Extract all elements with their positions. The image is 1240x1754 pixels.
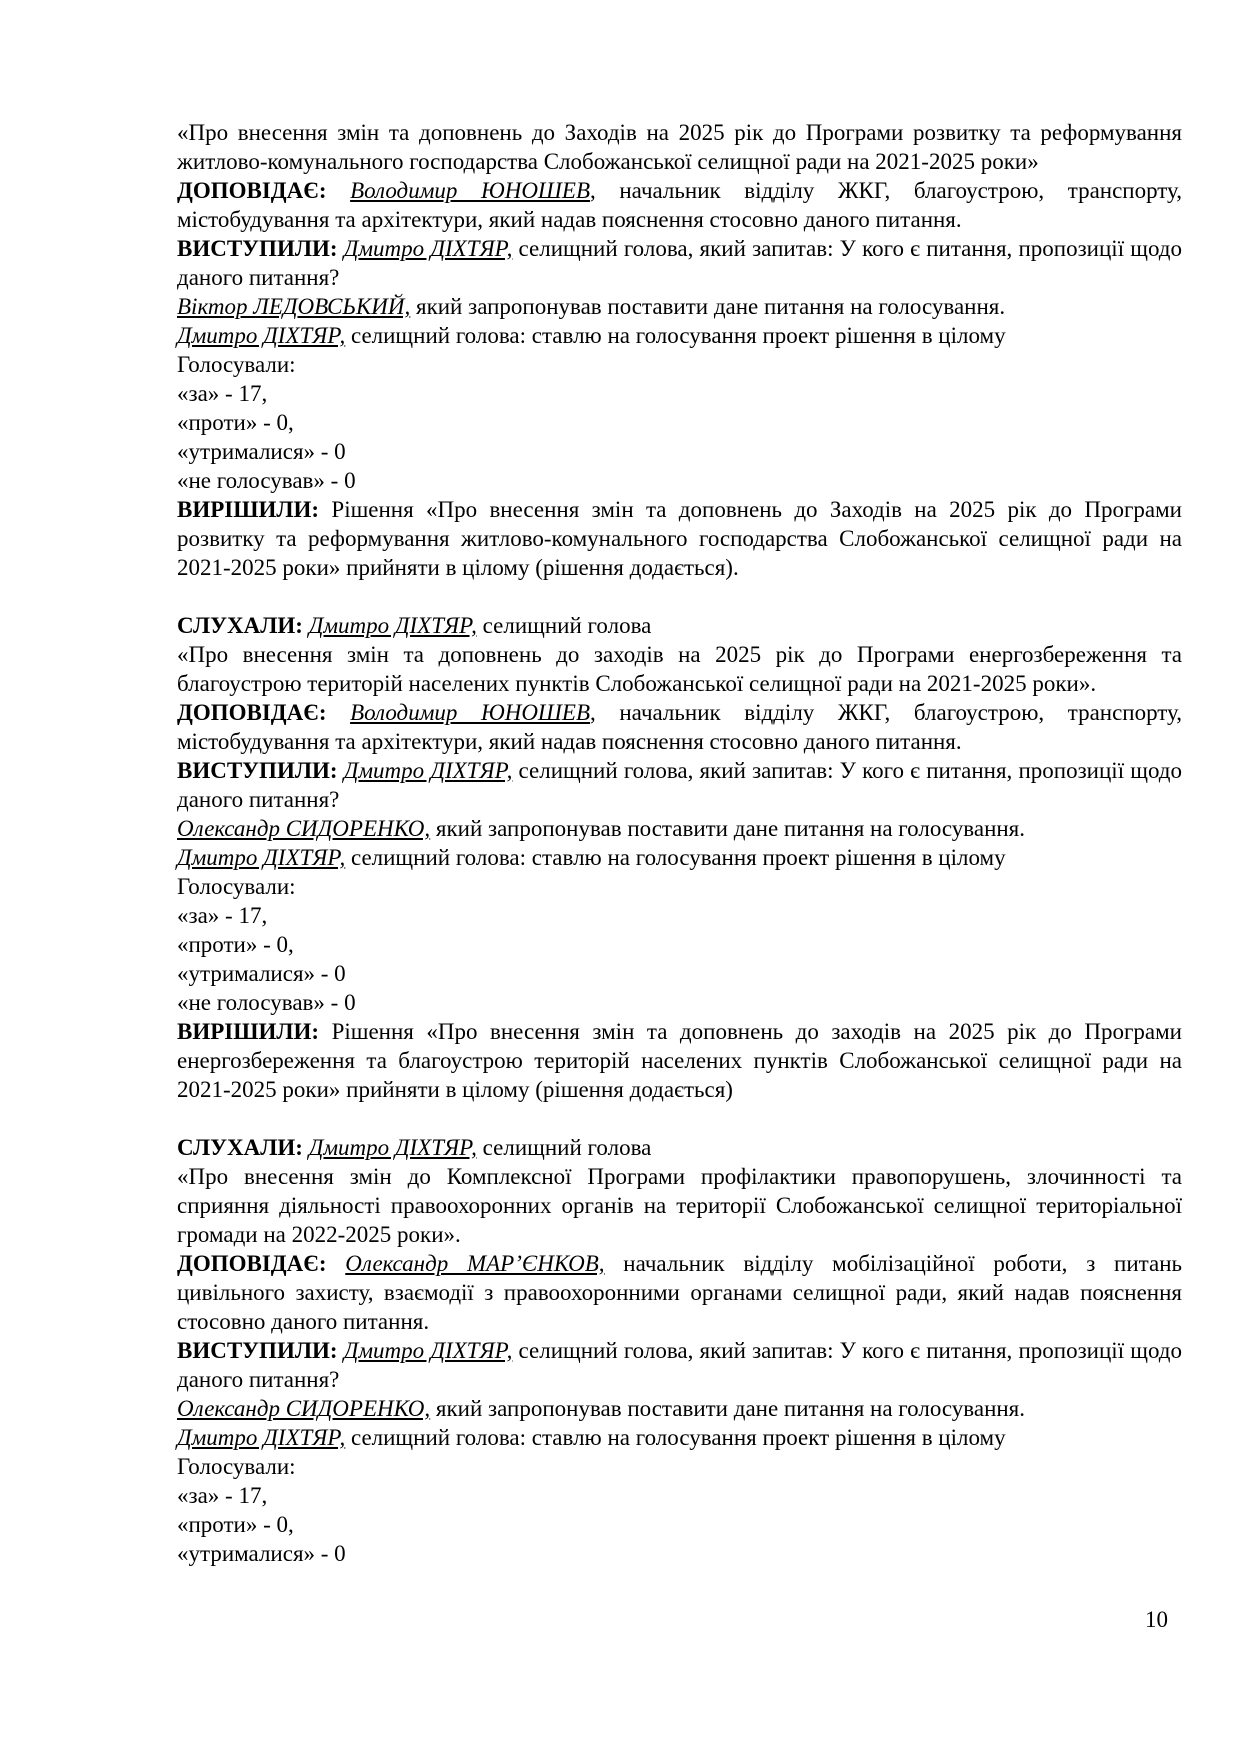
agenda-item-title: «Про внесення змін та доповнень до заходів на 2025 рік до Програми енергозбереження та благоустрою територій населених пунктів Слобожанської селищної ради на 2021-2025 роки». (177, 642, 1182, 696)
heard-line (177, 611, 1182, 640)
agenda-item-3 (177, 1133, 1182, 1568)
reporter-name: Олександр МАР’ЄНКОВ, (345, 1251, 605, 1276)
speaker-name: Дмитро ДІХТЯР, (343, 236, 513, 261)
report-label: ДОПОВІДАЄ: (177, 700, 327, 725)
chair-text: селищний голова: ставлю на голосування проект рішення в цілому (345, 1425, 1006, 1450)
speakers-paragraph (177, 234, 1182, 292)
agenda-item-2 (177, 611, 1182, 1104)
proposer-line (177, 292, 1182, 321)
page-number: 10 (1145, 1607, 1168, 1632)
chair-text: селищний голова: ставлю на голосування проект рішення в цілому (345, 323, 1006, 348)
proposer-line (177, 814, 1182, 843)
reporter-text: , начальник відділу ЖКГ, благоустрою, транспорту, містобудування та архітектури, який надав пояснення стосовно даного питання. (177, 700, 1183, 754)
decision-paragraph (177, 495, 1182, 582)
speaker-name: Дмитро ДІХТЯР, (343, 758, 513, 783)
agenda-item-title: «Про внесення змін до Комплексної Програми профілактики правопорушень, злочинності та сприяння діяльності правоохоронних органів на території Слобожанської селищної територіальної громади на 2022-2025 роки». (177, 1164, 1182, 1247)
chair-name: Дмитро ДІХТЯР, (177, 845, 346, 870)
decided-text: Рішення «Про внесення змін та доповнень до заходів на 2025 рік до Програми енергозбереження та благоустрою територій населених пунктів Слобожанської селищної ради на 2021-2025 роки» прийняти в цілому (рішення додається) (177, 1019, 1182, 1102)
heard-role: селищний голова (476, 1135, 652, 1160)
decision-paragraph (177, 1017, 1182, 1104)
speakers-paragraph (177, 756, 1182, 814)
chair-text: селищний голова: ставлю на голосування проект рішення в цілому (345, 845, 1006, 870)
heard-label: СЛУХАЛИ: (177, 613, 303, 638)
chair-name: Дмитро ДІХТЯР, (177, 323, 346, 348)
vote-abstain: «утрималися» - 0 (177, 961, 346, 986)
voted-label: Голосували: (177, 352, 296, 377)
speaker-text: селищний голова, який запитав: У кого є питання, пропозиції щодо даного питання? (177, 758, 1183, 812)
heard-name: Дмитро ДІХТЯР, (308, 613, 477, 638)
voted-label: Голосували: (177, 1454, 296, 1479)
report-label: ДОПОВІДАЄ: (177, 178, 327, 203)
reporter-text: , начальник відділу ЖКГ, благоустрою, транспорту, містобудування та архітектури, який надав пояснення стосовно даного питання. (177, 178, 1183, 232)
proposer-name: Олександр СИДОРЕНКО, (177, 816, 431, 841)
heard-role: селищний голова (476, 613, 652, 638)
voted-label: Голосували: (177, 874, 296, 899)
proposer-text: який запропонував поставити дане питання на голосування. (410, 294, 1006, 319)
vote-against: «проти» - 0, (177, 1512, 294, 1537)
decided-label: ВИРІШИЛИ: (177, 1019, 320, 1044)
vote-abstain: «утрималися» - 0 (177, 439, 346, 464)
speakers-paragraph (177, 1336, 1182, 1394)
chair-line (177, 321, 1182, 350)
proposer-name: Олександр СИДОРЕНКО, (177, 1396, 431, 1421)
vote-against: «проти» - 0, (177, 410, 294, 435)
decided-text: Рішення «Про внесення змін та доповнень до Заходів на 2025 рік до Програми розвитку та реформування житлово-комунального господарства Слобожанської селищної ради на 2021-2025 роки» прийняти в цілому (рішення додається). (177, 497, 1182, 580)
vote-for: «за» - 17, (177, 381, 268, 406)
vote-for: «за» - 17, (177, 903, 268, 928)
vote-against: «проти» - 0, (177, 932, 294, 957)
reporter-name: Володимир ЮНОШЕВ (350, 700, 591, 725)
proposer-text: який запропонував поставити дане питання на голосування. (430, 1396, 1026, 1421)
speaker-text: селищний голова, який запитав: У кого є питання, пропозиції щодо даного питання? (177, 236, 1183, 290)
chair-line (177, 843, 1182, 872)
report-paragraph (177, 176, 1182, 234)
reporter-name: Володимир ЮНОШЕВ (350, 178, 591, 203)
speakers-label: ВИСТУПИЛИ: (177, 236, 338, 261)
proposer-name: Віктор ЛЕДОВСЬКИЙ, (177, 294, 411, 319)
heard-line (177, 1133, 1182, 1162)
proposer-text: який запропонував поставити дане питання на голосування. (430, 816, 1026, 841)
chair-name: Дмитро ДІХТЯР, (177, 1425, 346, 1450)
heard-label: СЛУХАЛИ: (177, 1135, 303, 1160)
report-paragraph (177, 698, 1182, 756)
heard-name: Дмитро ДІХТЯР, (308, 1135, 477, 1160)
proposer-line (177, 1394, 1182, 1423)
vote-abstain: «утрималися» - 0 (177, 1541, 346, 1566)
vote-not-voted: «не голосував» - 0 (177, 468, 356, 493)
speakers-label: ВИСТУПИЛИ: (177, 1338, 338, 1363)
agenda-item-1 (177, 118, 1182, 582)
speaker-name: Дмитро ДІХТЯР, (343, 1338, 513, 1363)
speaker-text: селищний голова, який запитав: У кого є питання, пропозиції щодо даного питання? (177, 1338, 1183, 1392)
decided-label: ВИРІШИЛИ: (177, 497, 320, 522)
chair-line (177, 1423, 1182, 1452)
report-label: ДОПОВІДАЄ: (177, 1251, 327, 1276)
reporter-text: начальник відділу мобілізаційної роботи, з питань цивільного захисту, взаємодії з правоохоронними органами селищної ради, який надав пояснення стосовно даного питання. (177, 1251, 1183, 1334)
document-body (177, 118, 1182, 1597)
agenda-item-title: «Про внесення змін та доповнень до Заходів на 2025 рік до Програми розвитку та реформування житлово-комунального господарства Слобожанської селищної ради на 2021-2025 роки» (177, 120, 1182, 174)
speakers-label: ВИСТУПИЛИ: (177, 758, 338, 783)
vote-for: «за» - 17, (177, 1483, 268, 1508)
vote-not-voted: «не голосував» - 0 (177, 990, 356, 1015)
report-paragraph (177, 1249, 1182, 1336)
